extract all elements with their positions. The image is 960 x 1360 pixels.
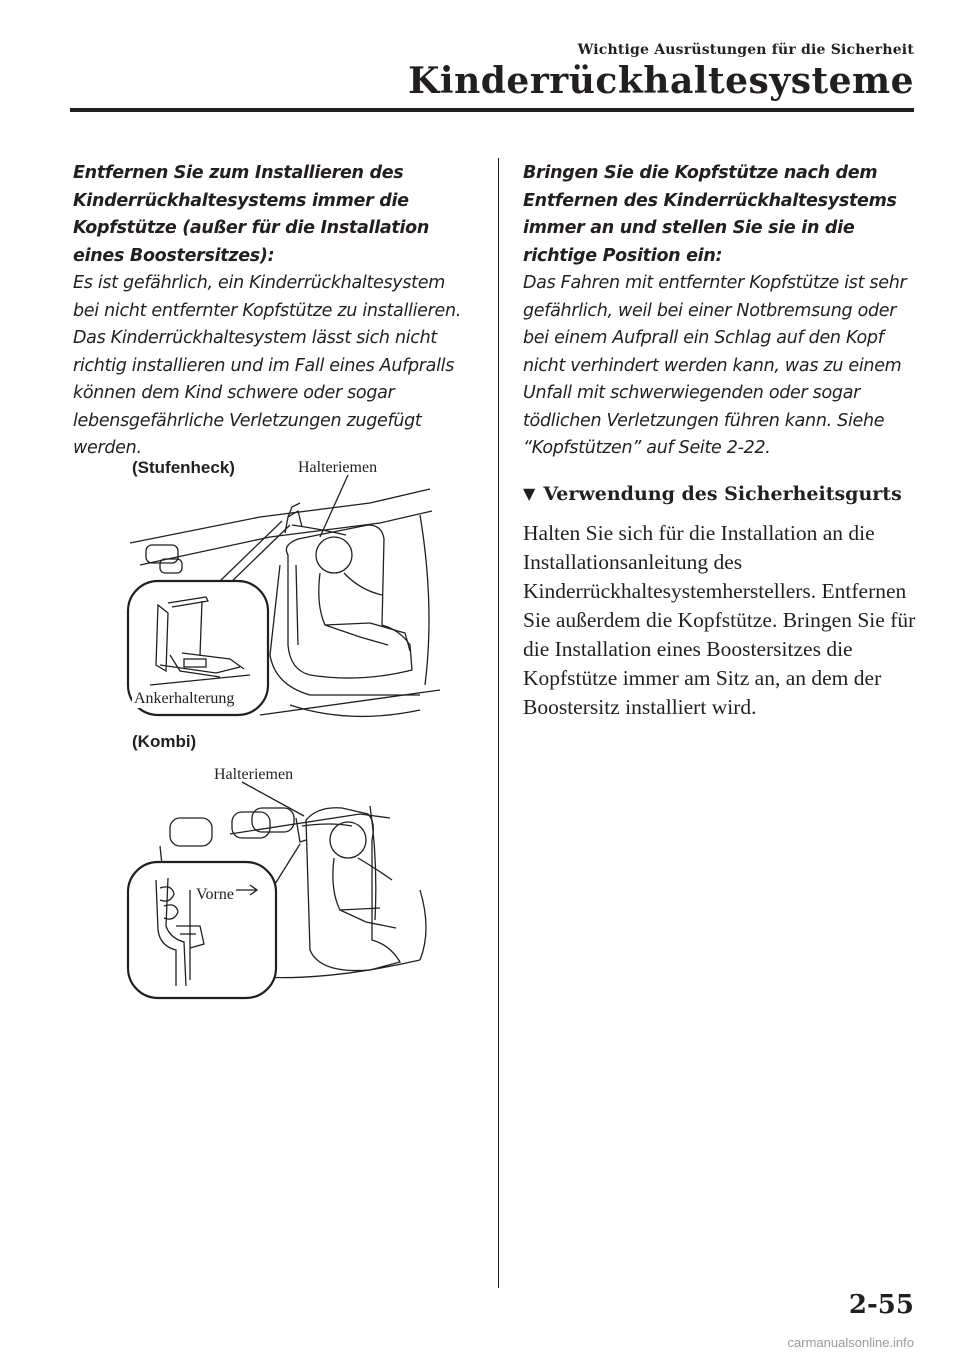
column-divider — [498, 158, 499, 1288]
watermark: carmanualsonline.info — [787, 1335, 914, 1350]
warning-body-right: Das Fahren mit entfernter Kopfstütze ist sehr gefährlich, weil bei einer Notbremsung oder bei einem Aufprall ein Schlag auf den Kopf nicht verhindert werden kann, was zu einem Unfall mit schwerwiegenden oder sogar tödlichen Verletzungen führen kann. Siehe “Kopfstützen” auf Seite 2-22. — [523, 273, 907, 458]
figure-stufenheck — [120, 455, 450, 725]
figure-caption-kombi: (Kombi) — [132, 732, 197, 751]
subsection-heading — [523, 483, 923, 505]
triangle-down-icon: ▼ — [523, 484, 536, 503]
left-column — [73, 160, 473, 463]
subsection-heading-text: Verwendung des Sicherheitsgurts — [543, 482, 902, 505]
body-paragraph: Halten Sie sich für die Installation an die Installationsanleitung des Kinderrückhaltesystemherstellers. Entfernen Sie außerdem die Kopfstütze. Bringen Sie für die Installation eines Boostersitzes die Kopfstütze immer am Sitz an, an dem der Boostersitz installiert wird. — [523, 520, 916, 719]
figure-kombi — [120, 730, 450, 1005]
sedan-seat-illustration — [120, 455, 450, 725]
page-title: Kinderrückhaltesysteme — [408, 60, 914, 102]
callout-vorne: Vorne — [196, 886, 234, 903]
callout-halteriemen: Halteriemen — [298, 459, 378, 476]
warning-heading-right: Bringen Sie die Kopfstütze nach dem Entfernen des Kinderrückhaltesystems immer an und stellen Sie sie in die richtige Position ein: — [523, 163, 897, 266]
page-number: 2-55 — [848, 1290, 914, 1320]
figure-caption-stufenheck: (Stufenheck) — [132, 458, 235, 477]
warning-body-left: Es ist gefährlich, ein Kinderrückhaltesystem bei nicht entfernter Kopfstütze zu installieren. Das Kinderrückhaltesystem lässt sich nicht richtig installieren und im Fall eines Aufpralls können dem Kind schwere oder sogar lebensgefährliche Verletzungen zugefügt werden. — [73, 273, 462, 458]
callout-halteriemen-kombi: Halteriemen — [214, 766, 294, 783]
warning-heading-left: Entfernen Sie zum Installieren des Kinderrückhaltesystems immer die Kopfstütze (außer für die Installation eines Boostersitzes): — [73, 163, 430, 266]
callout-ankerhalterung: Ankerhalterung — [134, 690, 235, 707]
header-rule — [70, 108, 914, 112]
right-column — [523, 160, 923, 743]
section-title: Wichtige Ausrüstungen für die Sicherheit — [577, 42, 914, 58]
